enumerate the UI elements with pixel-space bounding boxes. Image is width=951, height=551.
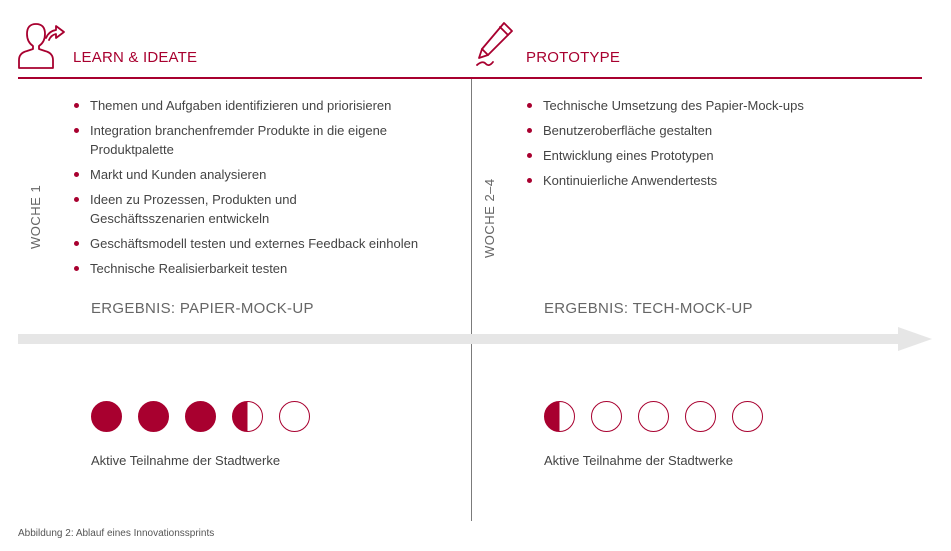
result-phase-2: ERGEBNIS: TECH-MOCK-UP <box>544 300 753 317</box>
phase-2-task-list <box>527 96 887 196</box>
participation-circle <box>685 401 716 432</box>
week-label-2: WOCHE 2–4 <box>482 178 497 258</box>
participation-circle <box>544 401 575 432</box>
participation-label-phase-1: Aktive Teilnahme der Stadtwerke <box>91 453 281 468</box>
list-item: Markt und Kunden analysieren <box>74 165 424 184</box>
participation-circle <box>185 401 216 432</box>
list-item: Benutzeroberfläche gestalten <box>527 121 887 140</box>
participation-circle <box>232 401 263 432</box>
header-divider-line <box>18 77 922 79</box>
list-item: Themen und Aufgaben identifizieren und priorisieren <box>74 96 424 115</box>
figure-caption: Abbildung 2: Ablauf eines Innovationssprints <box>18 528 215 539</box>
list-item: Kontinuierliche Anwendertests <box>527 171 887 190</box>
participation-circle <box>732 401 763 432</box>
list-item: Integration branchenfremder Produkte in die eigene Produktpalette <box>74 121 424 159</box>
participation-circle <box>91 401 122 432</box>
timeline-arrow <box>18 327 932 351</box>
phase-title-prototype: PROTOTYPE <box>526 49 621 66</box>
list-item: Technische Realisierbarkeit testen <box>74 259 424 278</box>
participation-circle <box>138 401 169 432</box>
phase-1-task-list <box>74 96 424 284</box>
participation-circle <box>638 401 669 432</box>
list-item: Entwicklung eines Prototypen <box>527 146 887 165</box>
list-item: Geschäftsmodell testen und externes Feedback einholen <box>74 234 424 253</box>
participation-rating-phase-2 <box>544 401 763 432</box>
user-arrow-icon <box>16 20 68 70</box>
participation-circle <box>279 401 310 432</box>
list-item: Technische Umsetzung des Papier-Mock-ups <box>527 96 887 115</box>
week-label-1: WOCHE 1 <box>28 184 43 249</box>
pen-icon <box>474 20 516 68</box>
list-item: Ideen zu Prozessen, Produkten und Geschäftsszenarien entwickeln <box>74 190 320 228</box>
participation-rating-phase-1 <box>91 401 310 432</box>
participation-circle <box>591 401 622 432</box>
phase-title-learn: LEARN & IDEATE <box>73 49 198 66</box>
phase-divider-line <box>471 79 472 521</box>
participation-label-phase-2: Aktive Teilnahme der Stadtwerke <box>544 453 734 468</box>
result-phase-1: ERGEBNIS: PAPIER-MOCK-UP <box>91 300 314 317</box>
